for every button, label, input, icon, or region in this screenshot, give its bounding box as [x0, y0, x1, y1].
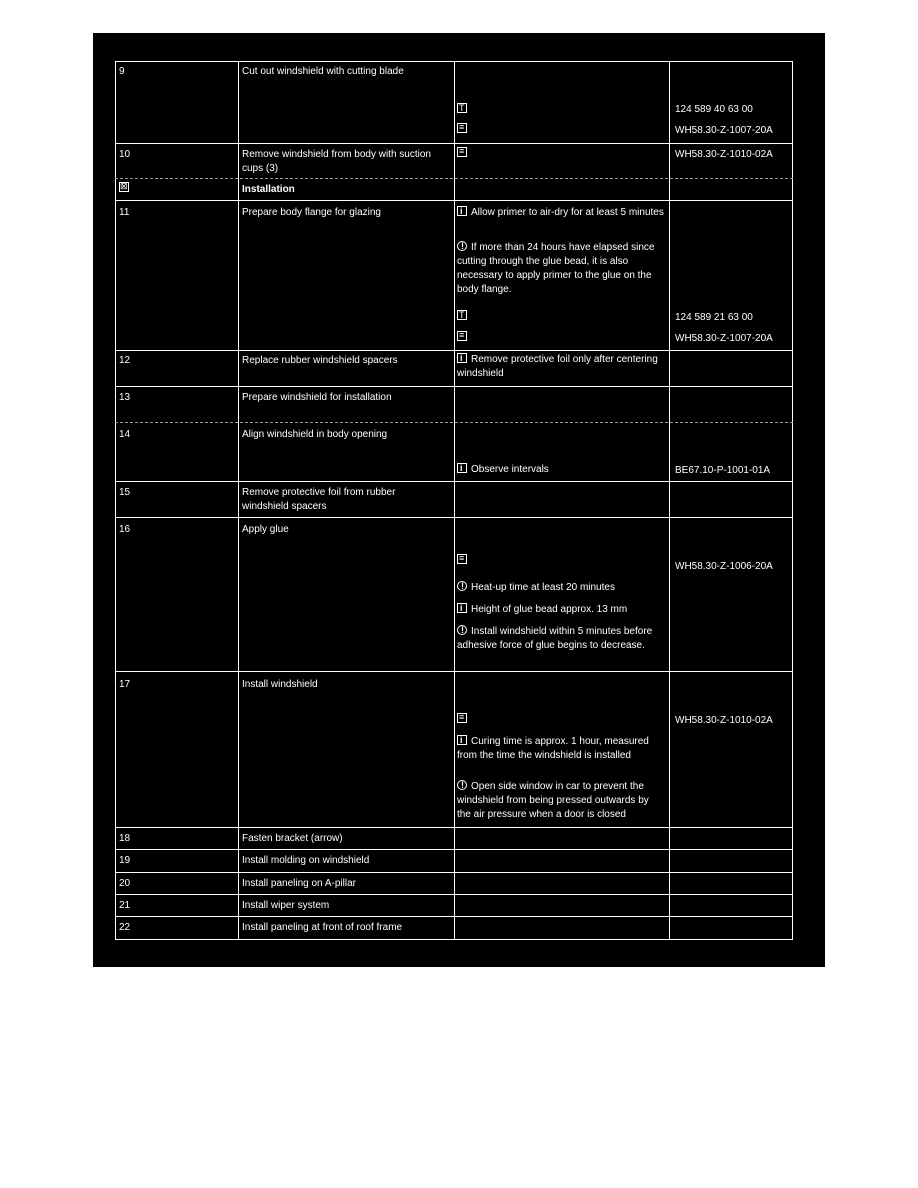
operation-text: Install molding on windshield — [242, 855, 370, 866]
row-divider — [115, 894, 793, 895]
row-divider — [115, 872, 793, 873]
note-text: Heat-up time at least 20 minutes — [471, 582, 615, 593]
step-number: 16 — [119, 524, 131, 535]
row-divider — [115, 517, 793, 518]
warning-icon — [457, 241, 467, 251]
note-text: Open side window in car to prevent the windshield from being pressed outwards by the air pressure when a door is closed — [457, 781, 649, 820]
note-item — [457, 625, 665, 653]
reference-number: WH58.30-Z-1006-20A — [675, 561, 773, 572]
operation-text: Replace rubber windshield spacers — [242, 355, 398, 366]
reference-number: WH58.30-Z-1007-20A — [675, 333, 773, 344]
note-text: Height of glue bead approx. 13 mm — [471, 604, 628, 615]
tool-icon — [457, 103, 471, 117]
step-number: 22 — [119, 922, 131, 933]
row-divider — [115, 61, 793, 62]
operation-text: Cut out windshield with cutting blade — [242, 66, 404, 77]
note-item — [457, 353, 665, 381]
note-item — [457, 581, 665, 595]
step-number: 11 — [119, 207, 130, 218]
step-number: 15 — [119, 487, 131, 498]
operation-text: Prepare windshield for installation — [242, 392, 392, 403]
table-border-left — [115, 61, 116, 939]
note-item — [457, 735, 665, 763]
document-panel — [93, 33, 825, 967]
column-divider-1 — [238, 61, 239, 939]
note-text: If more than 24 hours have elapsed since cutting through the glue bead, it is also necessary to apply primer to the glue on the body flange. — [457, 242, 655, 295]
row-divider — [115, 849, 793, 850]
row-divider-dashed — [115, 422, 793, 423]
info-icon — [457, 206, 467, 216]
reference-number: WH58.30-Z-1010-02A — [675, 715, 773, 726]
operation-text: Install paneling at front of roof frame — [242, 922, 403, 933]
operation-text: Prepare body flange for glazing — [242, 207, 381, 218]
info-icon — [457, 603, 467, 613]
note-item — [457, 603, 665, 617]
note-item — [457, 463, 665, 477]
sheet-icon — [457, 123, 471, 137]
operation-text: Align windshield in body opening — [242, 429, 388, 440]
sheet-icon — [457, 713, 471, 727]
warning-icon — [457, 780, 467, 790]
note-text: Curing time is approx. 1 hour, measured from the time the windshield is installed — [457, 736, 649, 761]
info-icon — [457, 463, 467, 473]
operation-text: Install windshield — [242, 679, 318, 690]
step-number: 10 — [119, 149, 131, 160]
row-divider-dashed — [115, 178, 793, 179]
row-divider — [115, 386, 793, 387]
step-number: 19 — [119, 855, 131, 866]
info-icon — [457, 735, 467, 745]
step-number: 9 — [119, 66, 125, 77]
note-item — [457, 241, 665, 297]
step-number: 20 — [119, 878, 131, 889]
row-divider — [115, 827, 793, 828]
step-number: 13 — [119, 392, 131, 403]
tool-icon — [457, 310, 471, 324]
row-divider — [115, 916, 793, 917]
step-number: 14 — [119, 429, 131, 440]
section-heading: Installation — [242, 184, 295, 195]
step-number: 17 — [119, 679, 131, 690]
reference-number: 124 589 40 63 00 — [675, 104, 753, 115]
operation-text: Remove windshield from body with suction cups (3) — [242, 149, 431, 174]
note-item — [457, 780, 665, 822]
warning-icon — [457, 581, 467, 591]
operation-text: Remove protective foil from rubber windshield spacers — [242, 487, 396, 512]
table-border-right — [792, 61, 793, 939]
sheet-icon — [457, 331, 471, 345]
operation-text: Fasten bracket (arrow) — [242, 833, 343, 844]
row-divider — [115, 939, 793, 940]
sheet-icon — [457, 147, 471, 161]
operation-text: Apply glue — [242, 524, 289, 535]
row-divider — [115, 481, 793, 482]
warning-icon — [457, 625, 467, 635]
note-item — [457, 206, 665, 220]
reference-number: WH58.30-Z-1007-20A — [675, 125, 773, 136]
row-divider — [115, 671, 793, 672]
row-divider — [115, 200, 793, 201]
note-text: Allow primer to air-dry for at least 5 minutes — [471, 207, 664, 218]
reference-number: WH58.30-Z-1010-02A — [675, 149, 773, 160]
note-text: Remove protective foil only after centering windshield — [457, 354, 658, 379]
column-divider-2 — [454, 61, 455, 939]
step-number: 12 — [119, 355, 131, 366]
figure-icon — [119, 182, 133, 196]
note-text: Observe intervals — [471, 464, 549, 475]
reference-number: 124 589 21 63 00 — [675, 312, 753, 323]
step-number: 18 — [119, 833, 131, 844]
column-divider-3 — [669, 61, 670, 939]
row-divider — [115, 143, 793, 144]
info-icon — [457, 353, 467, 363]
operation-text: Install paneling on A-pillar — [242, 878, 356, 889]
reference-number: BE67.10-P-1001-01A — [675, 465, 771, 476]
step-number: 21 — [119, 900, 131, 911]
sheet-icon — [457, 554, 471, 568]
note-text: Install windshield within 5 minutes before adhesive force of glue begins to decrease. — [457, 626, 653, 651]
operation-text: Install wiper system — [242, 900, 330, 911]
row-divider — [115, 350, 793, 351]
